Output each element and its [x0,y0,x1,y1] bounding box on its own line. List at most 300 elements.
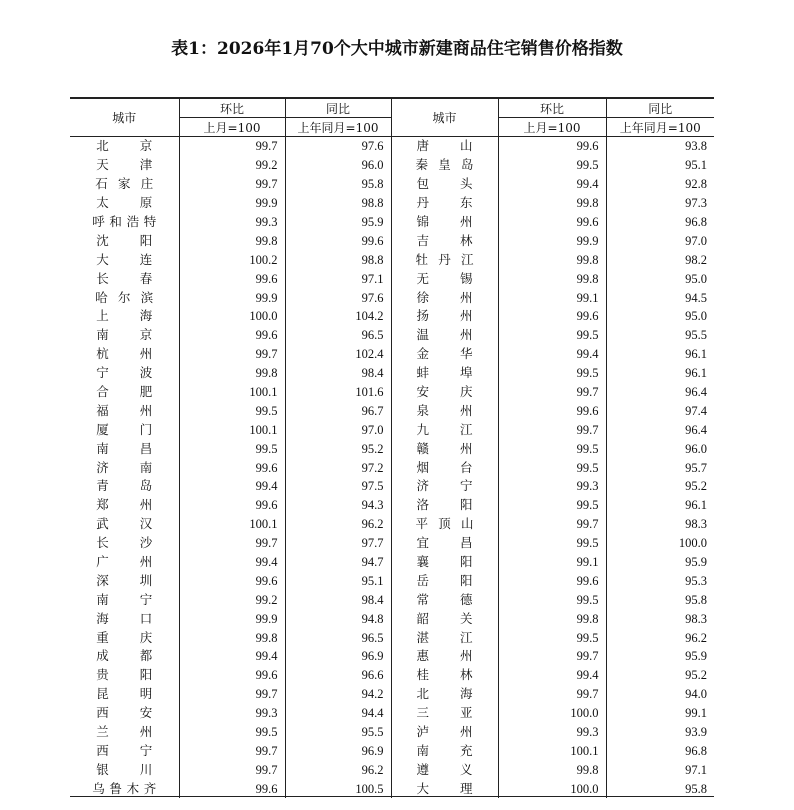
right-mom-cell: 99.8 [498,250,606,269]
header-mom-sub-left: 上月=100 [179,118,285,137]
header-yoy-right: 同比 [606,98,714,118]
city-name: 昆明 [96,686,153,702]
left-mom-cell: 99.7 [179,345,285,364]
right-city-cell [391,307,498,326]
left-city-cell [70,137,179,156]
right-mom-cell: 99.1 [498,288,606,307]
city-name: 兰州 [96,724,153,740]
city-name: 湛江 [416,629,473,645]
left-mom-cell: 99.8 [179,628,285,647]
left-mom-cell: 99.7 [179,137,285,156]
header-yoy-sub-left: 上年同月=100 [285,118,391,137]
table-row [70,307,714,326]
city-name: 长春 [96,270,153,286]
price-index-table [70,97,714,798]
right-yoy-cell: 96.1 [606,496,714,515]
left-yoy-cell: 104.2 [285,307,391,326]
right-yoy-cell: 96.1 [606,364,714,383]
city-name: 丹东 [416,195,473,211]
city-name: 海口 [96,610,153,626]
left-yoy-cell: 95.9 [285,213,391,232]
right-yoy-cell: 92.8 [606,175,714,194]
left-yoy-cell: 97.0 [285,420,391,439]
city-name: 贵阳 [96,667,153,683]
city-name: 锦州 [416,214,473,229]
table-row [70,213,714,232]
city-name: 石家庄 [95,176,154,192]
city-name: 岳阳 [416,572,473,588]
right-mom-cell: 99.6 [498,213,606,232]
left-yoy-cell: 95.1 [285,571,391,590]
table-row [70,383,714,402]
left-mom-cell: 99.8 [179,231,285,250]
table-row [70,515,714,534]
right-mom-cell: 99.4 [498,345,606,364]
table-title: 表1：2026年1月70个大中城市新建商品住宅销售价格指数 [171,39,623,59]
left-city-cell [70,685,179,704]
left-mom-cell: 100.2 [179,250,285,269]
header-city-right: 城市 [391,98,498,137]
left-city-cell [70,194,179,213]
right-mom-cell: 99.5 [498,628,606,647]
left-city-cell [70,534,179,553]
city-name: 福州 [96,402,153,418]
left-city-cell [70,742,179,761]
city-name: 北京 [96,138,153,154]
city-name: 平顶山 [415,516,474,532]
right-city-cell [391,156,498,175]
left-yoy-cell: 96.5 [285,326,391,345]
right-mom-cell: 99.8 [498,269,606,288]
left-city-cell [70,628,179,647]
right-city-cell [391,515,498,534]
header-mom-left: 环比 [179,98,285,118]
right-mom-cell: 99.4 [498,666,606,685]
left-city-cell [70,458,179,477]
city-name: 广州 [96,554,153,570]
left-mom-cell: 99.5 [179,723,285,742]
left-yoy-cell: 101.6 [285,383,391,402]
right-city-cell [391,194,498,213]
left-city-cell [70,326,179,345]
table-row [70,477,714,496]
left-yoy-cell: 98.4 [285,364,391,383]
left-city-cell [70,175,179,194]
left-mom-cell: 99.6 [179,571,285,590]
right-yoy-cell: 95.1 [606,156,714,175]
left-yoy-cell: 95.5 [285,723,391,742]
right-city-cell [391,534,498,553]
right-city-cell [391,401,498,420]
left-mom-cell: 99.6 [179,496,285,515]
left-city-cell [70,647,179,666]
left-city-cell [70,364,179,383]
table-row [70,760,714,779]
right-city-cell [391,628,498,647]
right-mom-cell: 100.0 [498,704,606,723]
left-mom-cell: 99.7 [179,685,285,704]
left-mom-cell: 99.3 [179,704,285,723]
table-row [70,742,714,761]
right-mom-cell: 99.7 [498,420,606,439]
right-mom-cell: 99.5 [498,590,606,609]
right-mom-cell: 99.7 [498,383,606,402]
left-mom-cell: 99.7 [179,534,285,553]
right-yoy-cell: 94.0 [606,685,714,704]
table-row [70,534,714,553]
left-mom-cell: 99.9 [179,288,285,307]
left-mom-cell: 100.1 [179,420,285,439]
city-name: 太原 [96,195,153,211]
right-yoy-cell: 95.3 [606,571,714,590]
right-city-cell [391,458,498,477]
table-row [70,571,714,590]
city-name: 宜昌 [416,535,473,551]
city-name: 北海 [416,686,473,702]
left-city-cell [70,401,179,420]
left-city-cell [70,213,179,232]
right-mom-cell: 99.6 [498,137,606,156]
right-yoy-cell: 96.4 [606,383,714,402]
left-city-cell [70,420,179,439]
city-name: 唐山 [416,138,473,154]
right-city-cell [391,723,498,742]
table-row [70,250,714,269]
table-body [70,137,714,799]
right-mom-cell: 99.4 [498,175,606,194]
city-name: 包头 [416,176,473,192]
left-mom-cell: 99.9 [179,194,285,213]
city-name: 西宁 [96,742,153,758]
left-yoy-cell: 96.6 [285,666,391,685]
right-mom-cell: 99.1 [498,553,606,572]
city-name: 乌鲁木齐 [92,780,157,796]
right-city-cell [391,685,498,704]
right-yoy-cell: 98.3 [606,515,714,534]
left-yoy-cell: 97.5 [285,477,391,496]
left-yoy-cell: 96.9 [285,647,391,666]
left-mom-cell: 100.1 [179,515,285,534]
right-yoy-cell: 94.5 [606,288,714,307]
left-mom-cell: 99.2 [179,590,285,609]
table-row [70,666,714,685]
city-name: 泉州 [416,402,473,418]
left-yoy-cell: 98.8 [285,194,391,213]
city-name: 徐州 [416,289,473,305]
city-name: 宁波 [96,365,153,381]
city-name: 济宁 [416,478,473,494]
table-row [70,231,714,250]
right-city-cell [391,345,498,364]
city-name: 哈尔滨 [95,289,154,305]
table-row [70,326,714,345]
right-yoy-cell: 100.0 [606,534,714,553]
right-mom-cell: 99.8 [498,609,606,628]
right-mom-cell: 99.9 [498,231,606,250]
left-mom-cell: 99.6 [179,666,285,685]
header-mom-right: 环比 [498,98,606,118]
city-name: 济南 [96,459,153,475]
right-mom-cell: 99.5 [498,496,606,515]
table-row [70,401,714,420]
left-mom-cell: 99.6 [179,458,285,477]
right-mom-cell: 99.8 [498,194,606,213]
city-name: 三亚 [416,705,473,721]
right-city-cell [391,666,498,685]
city-name: 韶关 [416,610,473,626]
right-mom-cell: 99.5 [498,156,606,175]
left-mom-cell: 99.5 [179,401,285,420]
table-row [70,704,714,723]
city-name: 厦门 [96,421,153,437]
table-row [70,364,714,383]
city-name: 南宁 [96,591,153,607]
city-name: 泸州 [416,724,473,740]
table-row [70,723,714,742]
table-row [70,194,714,213]
left-city-cell [70,609,179,628]
city-name: 安庆 [416,384,473,400]
city-name: 深圳 [96,572,153,588]
right-city-cell [391,288,498,307]
city-name: 温州 [416,327,473,343]
city-name: 南充 [416,742,473,758]
right-mom-cell: 99.5 [498,364,606,383]
right-mom-cell: 99.3 [498,723,606,742]
table-row [70,685,714,704]
right-mom-cell: 99.5 [498,439,606,458]
left-city-cell [70,439,179,458]
left-city-cell [70,666,179,685]
left-city-cell [70,250,179,269]
table-row [70,590,714,609]
left-mom-cell: 100.0 [179,307,285,326]
right-yoy-cell: 95.7 [606,458,714,477]
table-row [70,609,714,628]
left-mom-cell: 99.6 [179,326,285,345]
left-yoy-cell: 96.5 [285,628,391,647]
table-row [70,647,714,666]
right-city-cell [391,571,498,590]
city-name: 常德 [416,591,473,607]
right-city-cell [391,137,498,156]
city-name: 杭州 [96,346,153,362]
city-name: 郑州 [96,497,153,513]
right-city-cell [391,647,498,666]
left-yoy-cell: 94.4 [285,704,391,723]
table-bottom-rule [70,796,714,797]
right-yoy-cell: 95.5 [606,326,714,345]
right-yoy-cell: 95.9 [606,647,714,666]
left-mom-cell: 99.8 [179,364,285,383]
city-name: 沈阳 [96,232,153,248]
left-yoy-cell: 94.2 [285,685,391,704]
left-mom-cell: 99.5 [179,439,285,458]
left-city-cell [70,553,179,572]
right-city-cell [391,364,498,383]
right-yoy-cell: 96.1 [606,345,714,364]
right-city-cell [391,590,498,609]
right-mom-cell: 99.6 [498,307,606,326]
header-city-left: 城市 [70,98,179,137]
left-city-cell [70,723,179,742]
right-city-cell [391,477,498,496]
right-mom-cell: 99.5 [498,326,606,345]
city-name: 南昌 [96,440,153,456]
left-city-cell [70,704,179,723]
left-yoy-cell: 97.1 [285,269,391,288]
left-mom-cell: 100.1 [179,383,285,402]
city-name: 无锡 [416,270,473,286]
city-name: 上海 [96,308,153,324]
right-yoy-cell: 96.2 [606,628,714,647]
left-yoy-cell: 96.2 [285,760,391,779]
city-name: 合肥 [96,384,153,400]
left-yoy-cell: 95.2 [285,439,391,458]
table-row [70,137,714,156]
right-yoy-cell: 97.4 [606,401,714,420]
city-name: 银川 [96,761,153,777]
header-mom-sub-right: 上月=100 [498,118,606,137]
right-city-cell [391,326,498,345]
right-mom-cell: 99.5 [498,534,606,553]
city-name: 西安 [96,705,153,721]
table-row [70,156,714,175]
left-city-cell [70,269,179,288]
city-name: 呼和浩特 [92,214,157,229]
right-city-cell [391,496,498,515]
left-city-cell [70,496,179,515]
right-yoy-cell: 97.3 [606,194,714,213]
left-city-cell [70,345,179,364]
left-mom-cell: 99.3 [179,213,285,232]
right-yoy-cell: 96.8 [606,742,714,761]
right-yoy-cell: 93.8 [606,137,714,156]
left-mom-cell: 99.4 [179,647,285,666]
left-mom-cell: 99.2 [179,156,285,175]
right-mom-cell: 99.3 [498,477,606,496]
table-row [70,628,714,647]
right-yoy-cell: 95.0 [606,269,714,288]
right-mom-cell: 99.6 [498,571,606,590]
left-yoy-cell: 94.7 [285,553,391,572]
right-city-cell [391,553,498,572]
table-row [70,496,714,515]
left-city-cell [70,477,179,496]
city-name: 长沙 [96,535,153,551]
right-yoy-cell: 98.2 [606,250,714,269]
city-name: 襄阳 [416,554,473,570]
left-yoy-cell: 97.2 [285,458,391,477]
left-city-cell [70,231,179,250]
city-name: 烟台 [416,459,473,475]
right-city-cell [391,704,498,723]
right-yoy-cell: 95.9 [606,553,714,572]
left-yoy-cell: 97.6 [285,288,391,307]
right-mom-cell: 99.7 [498,647,606,666]
city-name: 洛阳 [416,497,473,513]
left-city-cell [70,760,179,779]
left-yoy-cell: 95.8 [285,175,391,194]
city-name: 桂林 [416,667,473,683]
right-yoy-cell: 99.1 [606,704,714,723]
left-yoy-cell: 97.6 [285,137,391,156]
left-yoy-cell: 94.3 [285,496,391,515]
left-yoy-cell: 96.0 [285,156,391,175]
right-city-cell [391,439,498,458]
city-name: 青岛 [96,478,153,494]
right-yoy-cell: 95.8 [606,779,714,798]
left-yoy-cell: 98.8 [285,250,391,269]
left-mom-cell: 99.6 [179,779,285,798]
left-mom-cell: 99.7 [179,742,285,761]
city-name: 武汉 [96,516,153,532]
right-city-cell [391,742,498,761]
right-yoy-cell: 93.9 [606,723,714,742]
header-yoy-left: 同比 [285,98,391,118]
left-yoy-cell: 98.4 [285,590,391,609]
left-yoy-cell: 96.7 [285,401,391,420]
table-row [70,553,714,572]
right-city-cell [391,609,498,628]
left-yoy-cell: 99.6 [285,231,391,250]
left-mom-cell: 99.7 [179,760,285,779]
city-name: 大理 [416,780,473,796]
right-city-cell [391,231,498,250]
city-name: 成都 [96,648,153,664]
right-mom-cell: 99.7 [498,515,606,534]
right-mom-cell: 99.6 [498,401,606,420]
city-name: 九江 [416,421,473,437]
right-yoy-cell: 96.4 [606,420,714,439]
left-mom-cell: 99.4 [179,553,285,572]
city-name: 重庆 [96,629,153,645]
left-city-cell [70,307,179,326]
left-city-cell [70,571,179,590]
city-name: 南京 [96,327,153,343]
table-row [70,420,714,439]
right-yoy-cell: 96.0 [606,439,714,458]
right-mom-cell: 99.8 [498,760,606,779]
right-mom-cell: 100.0 [498,779,606,798]
table-row [70,345,714,364]
right-yoy-cell: 98.3 [606,609,714,628]
city-name: 大连 [96,251,153,267]
city-name: 吉林 [416,232,473,248]
city-name: 蚌埠 [416,365,473,381]
city-name: 牡丹江 [415,251,474,267]
right-yoy-cell: 95.2 [606,666,714,685]
city-name: 扬州 [416,308,473,324]
header-yoy-sub-right: 上年同月=100 [606,118,714,137]
right-yoy-cell: 97.1 [606,760,714,779]
left-city-cell [70,515,179,534]
city-name: 惠州 [416,648,473,664]
right-city-cell [391,175,498,194]
right-yoy-cell: 96.8 [606,213,714,232]
left-yoy-cell: 102.4 [285,345,391,364]
left-city-cell [70,383,179,402]
right-mom-cell: 99.5 [498,458,606,477]
left-city-cell [70,288,179,307]
right-yoy-cell: 95.0 [606,307,714,326]
left-yoy-cell: 94.8 [285,609,391,628]
table-row [70,439,714,458]
left-mom-cell: 99.4 [179,477,285,496]
left-yoy-cell: 96.2 [285,515,391,534]
table-row [70,288,714,307]
right-yoy-cell: 95.2 [606,477,714,496]
